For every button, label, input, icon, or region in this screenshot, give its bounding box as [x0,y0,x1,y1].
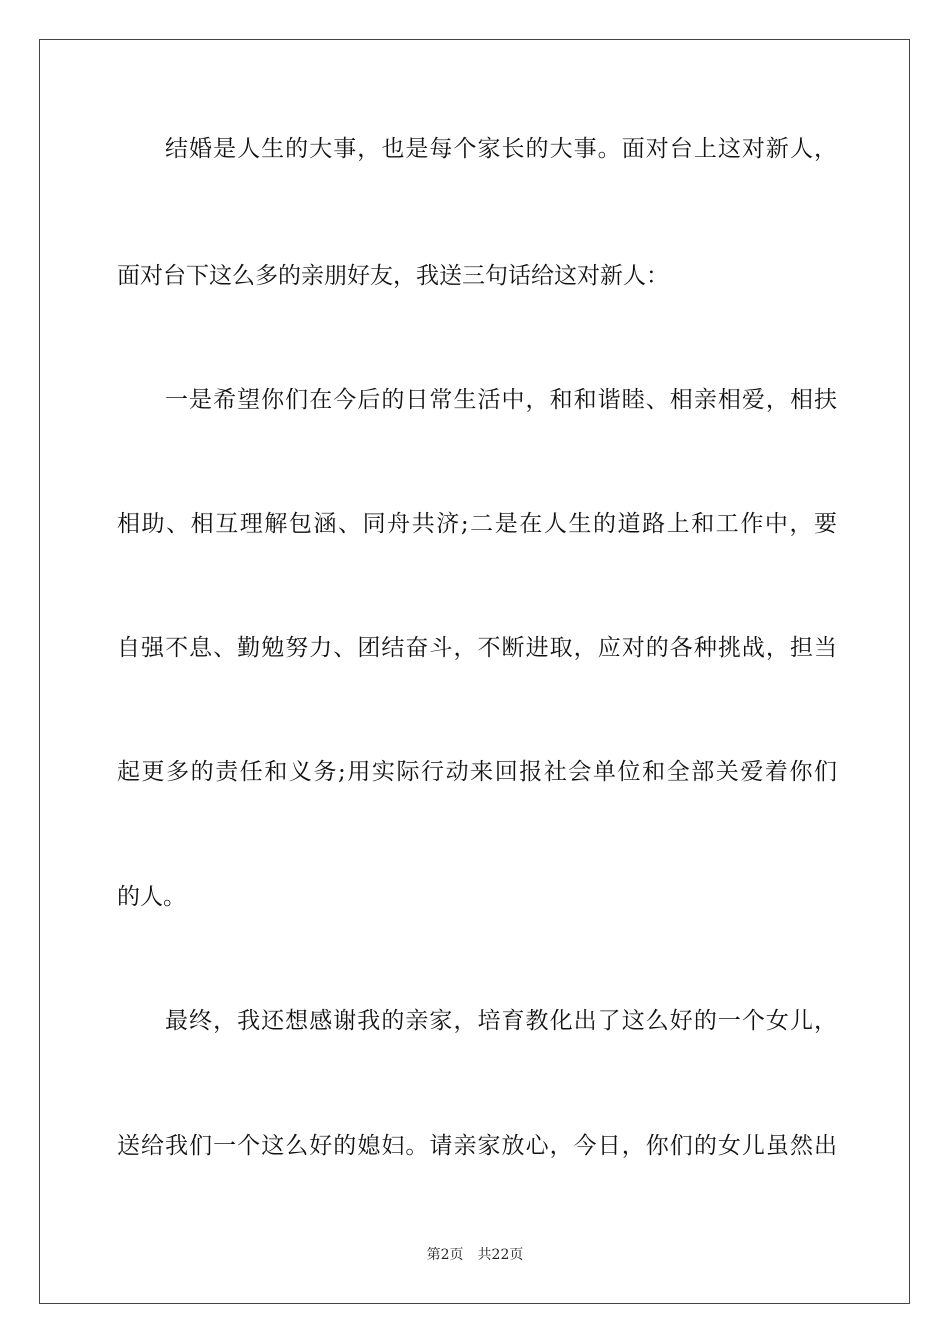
paragraph-line: 起更多的责任和义务;用实际行动来回报社会单位和全部关爱着你们 [117,759,837,785]
page-frame [39,39,910,1304]
paragraph-line: 面对台下这么多的亲朋好友，我送三句话给这对新人： [117,263,669,289]
page-total: 共22页 [477,1247,524,1263]
paragraph-line: 相助、相互理解包涵、同舟共济;二是在人生的道路上和工作中，要 [117,511,837,537]
page-footer [0,1246,950,1264]
paragraph-line: 自强不息、勤勉努力、团结奋斗，不断进取，应对的各种挑战，担当 [117,635,837,661]
paragraph-line: 送给我们一个这么好的媳妇。请亲家放心，今日，你们的女儿虽然出 [117,1133,837,1159]
page-number: 第2页 [426,1247,464,1263]
paragraph-line: 的人。 [117,884,186,910]
paragraph-line: 结婚是人生的大事，也是每个家长的大事。面对台上这对新人， [165,136,837,162]
paragraph-line: 最终，我还想感谢我的亲家，培育教化出了这么好的一个女儿， [165,1008,837,1034]
paragraph-line: 一是希望你们在今后的日常生活中，和和谐睦、相亲相爱，相扶 [165,387,837,413]
